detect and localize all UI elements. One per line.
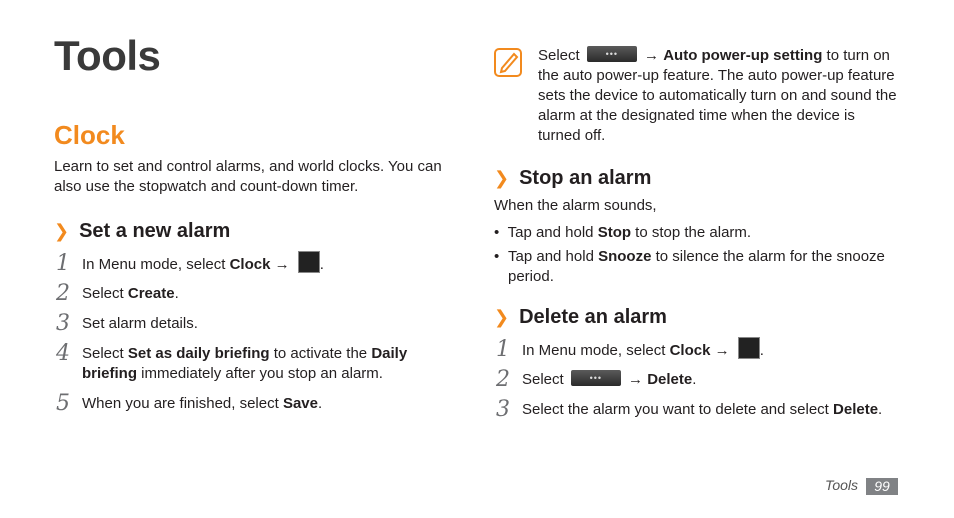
step-text: When you are finished, select Save. [82,395,323,412]
delete-alarm-heading-text: Delete an alarm [519,306,667,328]
set-alarm-heading-text: Set a new alarm [79,220,231,242]
page-number: 99 [866,478,898,495]
step-text: Select Set as daily briefing to activate the Daily briefing immediately after you stop an alarm. [82,345,408,382]
step-number: 1 [496,337,510,362]
step-number: 3 [496,397,510,422]
step-text: Select the alarm you want to delete and select Delete. [522,401,883,418]
intro-text: Learn to set and control alarms, and world clocks. You can also use the stopwatch and count-down timer. [54,158,442,195]
chevron-right-icon: ❯ [54,221,70,241]
section-title: Clock [54,120,125,150]
step-number: 3 [56,311,70,336]
chevron-right-icon: ❯ [494,307,510,327]
footer-label: Tools [825,477,858,493]
step-number: 1 [56,251,70,276]
stop-alarm-heading [494,167,651,190]
page-title: Tools [54,32,161,79]
step-number: 4 [56,341,70,366]
stop-alarm-lead: When the alarm sounds, [494,197,657,214]
note-pencil-icon [494,46,524,78]
alarm-clock-icon [298,251,320,273]
alarm-clock-icon [738,337,760,359]
chevron-right-icon: ❯ [494,168,510,188]
step-number: 2 [56,281,70,306]
step-text: Set alarm details. [82,315,198,332]
step-number: 5 [56,391,70,416]
step-text: Select Create. [82,285,179,302]
step-number: 2 [496,367,510,392]
step-text: In Menu mode, select Clock → . [82,254,324,276]
note-text: Select ••• → Auto power-up setting to turn on the auto power-up feature. The auto power-up feature sets the device to automatically turn on and sound the alarm at the designated time when the device is turned off. [538,47,897,144]
list-item: • Tap and hold Snooze to silence the alarm for the snooze period. [494,248,885,285]
step-text: In Menu mode, select Clock → . [522,340,764,362]
list-item: • Tap and hold Stop to stop the alarm. [494,224,752,241]
delete-alarm-heading [494,306,667,329]
step-text: Select ••• → Delete. [522,371,697,388]
stop-alarm-heading-text: Stop an alarm [519,167,652,189]
menu-key-icon: ••• [571,370,621,386]
menu-key-icon: ••• [587,46,637,62]
set-alarm-heading [54,220,230,243]
